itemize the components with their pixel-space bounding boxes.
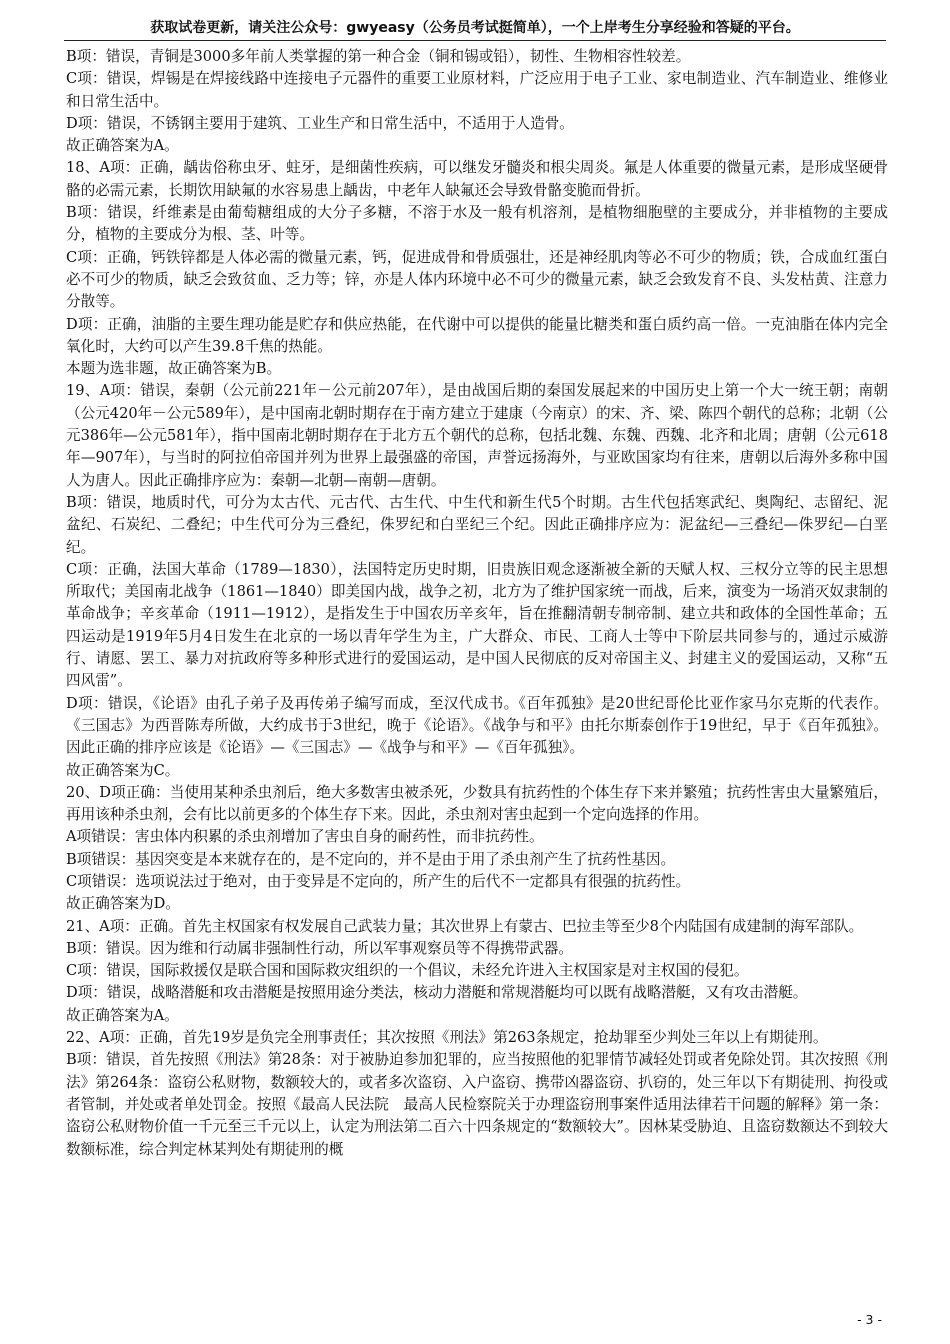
paragraph: D项：错误，《论语》由孔子弟子及再传弟子编写而成，至汉代成书。《百年孤独》是20世纪哥伦比亚作家马尔克斯的代表作。《三国志》为西晋陈寿所做，大约成书于3世纪，晚于《论语》。《战争与和平》由托尔斯泰创作于19世纪，早于《百年孤独》。因此正确的排序应该是《论语》—《三国志》—《战争与和平》—《百年孤独》。 [66, 694, 888, 757]
paragraph: 19、A项：错误，秦朝（公元前221年－公元前207年），是由战国后期的秦国发展起来的中国历史上第一个大一统王朝；南朝（公元420年－公元589年），是中国南北朝时期存在于南方建立于建康（今南京）的宋、齐、梁、陈四个朝代的总称；北朝（公元386年—公元581年），指中国南北朝时期存在于北方五个朝代的总称，包括北魏、东魏、西魏、北齐和北周；唐朝（公元618年—907年），与当时的阿拉伯帝国并列为世界上最强盛的帝国，声誉远扬海外，与亚欧国家均有往来，唐朝以后海外多称中国人为唐人。因此正确排序应为：秦朝—北朝—南朝—唐朝。 [66, 382, 888, 489]
paragraph: D项：错误，战略潜艇和攻击潜艇是按照用途分类法，核动力潜艇和常规潜艇均可以既有战略潜艇，又有攻击潜艇。 [66, 984, 808, 1002]
paragraph: B项：错误。因为维和行动属非强制性行动，所以军事观察员等不得携带武器。 [66, 939, 573, 957]
page-number: - 3 - [857, 1312, 882, 1327]
paragraph: 故正确答案为C。 [66, 761, 180, 779]
paragraph: 21、A项：正确。首先主权国家有权发展自己武装力量；其次世界上有蒙古、巴拉圭等至少8个内陆国有成建制的海军部队。 [66, 917, 864, 935]
paragraph: C项错误：选项说法过于绝对，由于变异是不定向的，所产生的后代不一定都具有很强的抗药性。 [66, 872, 691, 890]
page-header: 获取试卷更新，请关注公众号：gwyeasy（公务员考试挺简单），一个上岸考生分享经验和答疑的平台。 [150, 20, 800, 36]
paragraph: 故正确答案为A。 [66, 137, 179, 155]
paragraph: C项：正确，钙铁锌都是人体必需的微量元素，钙，促进成骨和骨质强壮，还是神经肌肉等必不可少的物质；铁，合成血红蛋白必不可少的物质，缺乏会致贫血、乏力等；锌，亦是人体内环境中必不可少的微量元素，缺乏会致发育不良、头发枯黄、注意力分散等。 [66, 248, 888, 311]
paragraph: D项：正确，油脂的主要生理功能是贮存和供应热能，在代谢中可以提供的能量比糖类和蛋白质约高一倍。一克油脂在体内完全氧化时，大约可以产生39.8千焦的热能。 [66, 315, 888, 355]
paragraph: 本题为选非题，故正确答案为B。 [66, 360, 282, 378]
paragraph: 18、A项：正确，龋齿俗称虫牙、蛀牙，是细菌性疾病，可以继发牙髓炎和根尖周炎。氟是人体重要的微量元素，是形成坚硬骨骼的必需元素，长期饮用缺氟的水容易患上龋齿，中老年人缺氟还会导致骨骼变脆而骨折。 [66, 159, 888, 199]
paragraph: B项：错误，首先按照《刑法》第28条：对于被胁迫参加犯罪的，应当按照他的犯罪情节减轻处罚或者免除处罚。其次按照《刑法》第264条：盗窃公私财物，数额较大的，或者多次盗窃、入户盗窃、携带凶器盗窃、扒窃的，处三年以下有期徒刑、拘役或者管制，并处或者单处罚金。按照《最高人民法院 最高人民检察院关于办理盗窃刑事案件适用法律若干问题的解释》第一条：盗窃公私财物价值一千元至三千元以上，认定为刑法第二百六十四条规定的“数额较大”。因林某受胁迫、且盗窃数额达不到较大数额标准，综合判定林某判处有期徒刑的概 [66, 1051, 888, 1158]
paragraph: A项错误：害虫体内积累的杀虫剂增加了害虫自身的耐药性，而非抗药性。 [66, 828, 544, 846]
paragraph: C项：正确，法国大革命（1789—1830），法国特定历史时期，旧贵族旧观念逐渐被全新的天赋人权、三权分立等的民主思想所取代；美国南北战争（1861—1840）即美国内战，战争之初，北方为了维护国家统一而战，后来，演变为一场消灭奴隶制的革命战争；辛亥革命（1911—1912），是指发生于中国农历辛亥年，旨在推翻清朝专制帝制、建立共和政体的全国性革命；五四运动是1919年5月4日发生在北京的一场以青年学生为主，广大群众、市民、工商人士等中下阶层共同参与的，通过示威游行、请愿、罢工、暴力对抗政府等多种形式进行的爱国运动，是中国人民彻底的反对帝国主义、封建主义的爱国运动，又称“五四风雷”。 [66, 560, 888, 690]
paragraph: B项：错误，青铜是3000多年前人类掌握的第一种合金（铜和锡或铅），韧性、生物相容性较差。 [66, 48, 691, 65]
paragraph: B项：错误，地质时代，可分为太古代、元古代、古生代、中生代和新生代5个时期。古生代包括寒武纪、奥陶纪、志留纪、泥盆纪、石炭纪、二叠纪；中生代可分为三叠纪，侏罗纪和白垩纪三个纪。因此正确排序应为：泥盆纪—三叠纪—侏罗纪—白垩纪。 [66, 493, 888, 556]
paragraph: 故正确答案为A。 [66, 1006, 179, 1024]
paragraph: C项：错误，国际救援仅是联合国和国际救灾组织的一个倡议，未经允许进入主权国家是对主权国的侵犯。 [66, 962, 749, 980]
paragraph: C项：错误，焊锡是在焊接线路中连接电子元器件的重要工业原材料，广泛应用于电子工业、家电制造业、汽车制造业、维修业和日常生活中。 [66, 70, 888, 110]
answer-explanations [66, 46, 888, 1161]
paragraph: 22、A项：正确，首先19岁是负完全刑事责任；其次按照《刑法》第263条规定，抢劫罪至少判处三年以上有期徒刑。 [66, 1029, 828, 1047]
paragraph: B项错误：基因突变是本来就存在的，是不定向的，并不是由于用了杀虫剂产生了抗药性基因。 [66, 850, 676, 868]
paragraph: D项：错误，不锈钢主要用于建筑、工业生产和日常生活中，不适用于人造骨。 [66, 114, 574, 132]
paragraph: B项：错误，纤维素是由葡萄糖组成的大分子多糖，不溶于水及一般有机溶剂，是植物细胞壁的主要成分，并非植物的主要成分，植物的主要成分为根、茎、叶等。 [66, 204, 888, 244]
paragraph: 20、D项正确：当使用某种杀虫剂后，绝大多数害虫被杀死，少数具有抗药性的个体生存下来并繁殖；抗药性害虫大量繁殖后，再用该种杀虫剂，会有比以前更多的个体生存下来。因此，杀虫剂对害虫起到一个定向选择的作用。 [66, 783, 888, 824]
header-divider [64, 40, 886, 41]
paragraph: 故正确答案为D。 [66, 895, 180, 913]
